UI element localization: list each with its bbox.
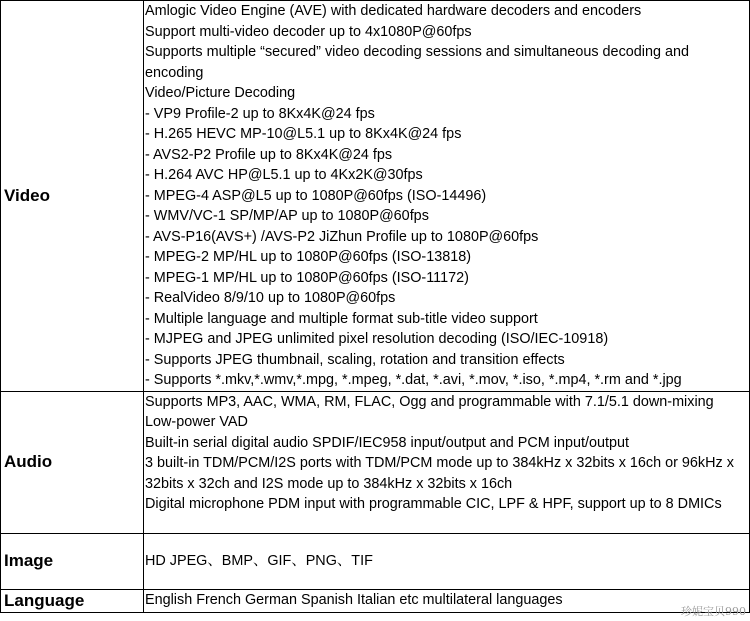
video-line: - Supports JPEG thumbnail, scaling, rotation and transition effects	[145, 351, 565, 368]
video-line: - MPEG-2 MP/HL up to 1080P@60fps (ISO-13818)	[145, 249, 472, 265]
video-row	[1, 1, 750, 392]
language-row	[1, 589, 750, 612]
image-header: Image	[1, 533, 144, 589]
language-list: English French German Spanish Italian etc multilateral languages	[144, 589, 750, 612]
video-line: - H.265 HEVC MP-10@L5.1 up to 8Kx4K@24 fps	[145, 126, 462, 142]
video-line: - Supports *.mkv,*.wmv,*.mpg, *.mpeg, *.dat, *.avi, *.mov, *.iso, *.mp4, *.rm and *.jpg	[145, 372, 682, 388]
video-line: - H.264 AVC HP@L5.1 up to 4Kx2K@30fps	[145, 167, 423, 183]
audio-line: Built-in serial digital audio SPDIF/IEC958 input/output and PCM input/output	[145, 434, 629, 451]
audio-spec-cell	[144, 391, 750, 533]
video-line: - MPEG-4 ASP@L5 up to 1080P@60fps (ISO-14496)	[145, 187, 487, 204]
image-row	[1, 533, 750, 589]
video-line: - MPEG-1 MP/HL up to 1080P@60fps (ISO-11172)	[145, 269, 469, 286]
video-line: Video/Picture Decoding	[145, 85, 296, 101]
video-line: Support multi-video decoder up to 4x1080P@60fps	[145, 23, 472, 40]
video-line: - RealVideo 8/9/10 up to 1080P@60fps	[145, 290, 396, 306]
video-line: - Multiple language and multiple format sub-title video support	[145, 310, 538, 327]
audio-line: Low-power VAD	[145, 414, 248, 430]
audio-lines	[145, 392, 749, 533]
audio-row	[1, 391, 750, 533]
watermark: 珍妮宝贝990	[681, 605, 746, 618]
audio-line: 3 built-in TDM/PCM/I2S ports with TDM/PCM mode up to 384kHz x 32bits x 16ch or 96kHz x 32bits x 32ch and I2S mode up to 384kHz x 32bits x 16ch	[145, 455, 734, 492]
audio-header: Audio	[1, 391, 144, 533]
video-line: - AVS-P16(AVS+) /AVS-P2 JiZhun Profile up to 1080P@60fps	[145, 228, 539, 245]
language-header: Language	[1, 589, 144, 612]
video-line: Supports multiple “secured” video decoding sessions and simultaneous decoding and encoding	[145, 44, 689, 81]
image-formats: HD JPEG、BMP、GIF、PNG、TIF	[144, 533, 750, 589]
video-line: - VP9 Profile-2 up to 8Kx4K@24 fps	[145, 105, 375, 122]
video-line: Amlogic Video Engine (AVE) with dedicated hardware decoders and encoders	[145, 3, 642, 19]
audio-line: Digital microphone PDM input with programmable CIC, LPF & HPF, support up to 8 DMICs	[145, 496, 722, 512]
video-line: - AVS2-P2 Profile up to 8Kx4K@24 fps	[145, 146, 393, 163]
video-spec-cell	[144, 1, 750, 392]
video-line: - MJPEG and JPEG unlimited pixel resolution decoding (ISO/IEC-10918)	[145, 331, 609, 347]
video-header: Video	[1, 1, 144, 392]
video-line: - WMV/VC-1 SP/MP/AP up to 1080P@60fps	[145, 208, 429, 224]
audio-line: Supports MP3, AAC, WMA, RM, FLAC, Ogg and programmable with 7.1/5.1 down-mixing	[145, 393, 714, 410]
